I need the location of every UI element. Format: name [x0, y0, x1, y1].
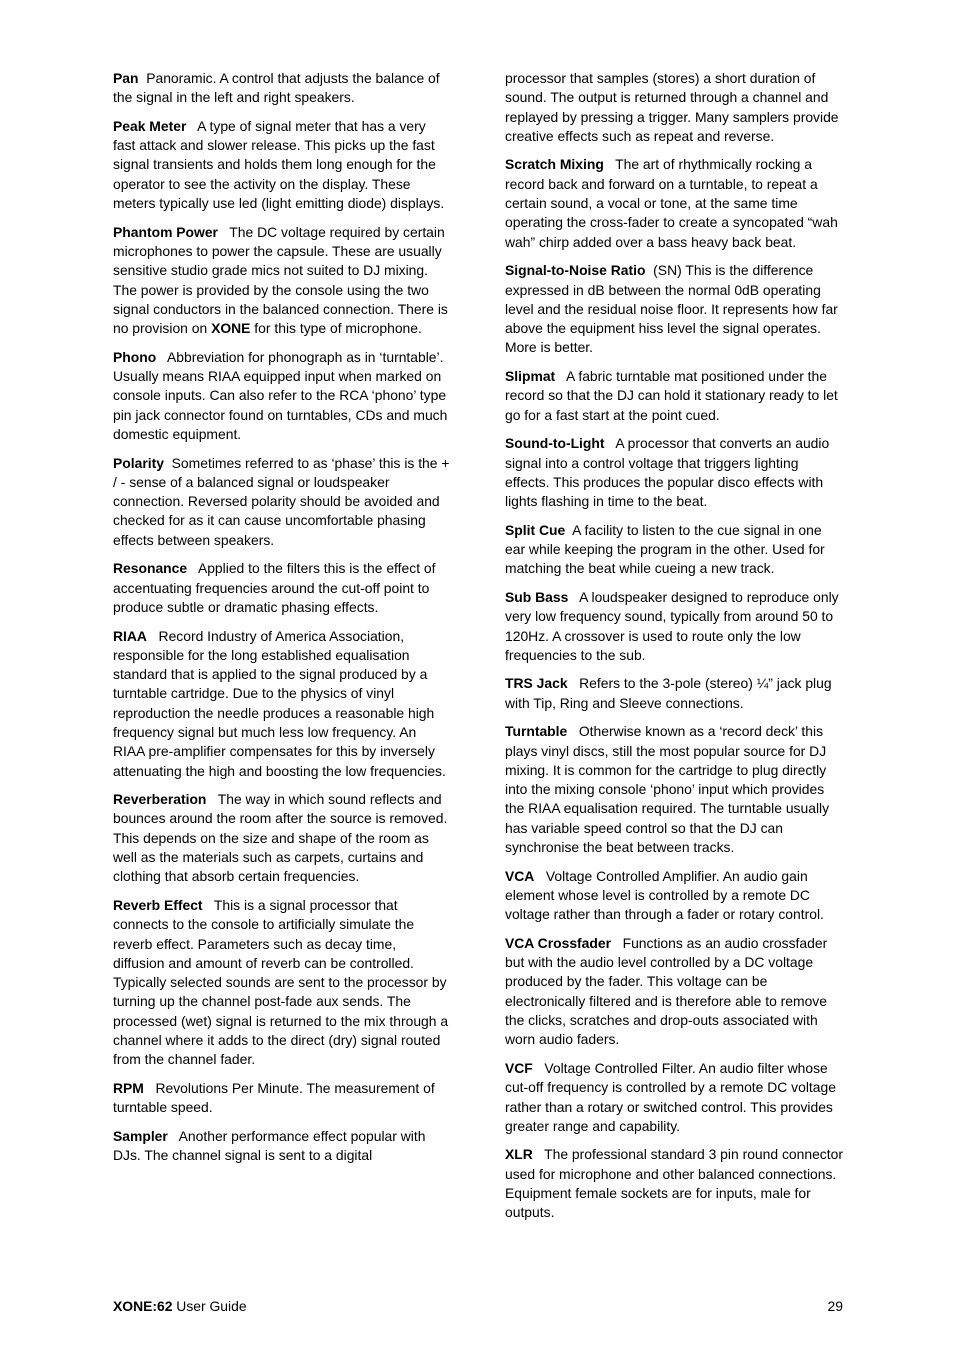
glossary-entry — [113, 454, 450, 550]
glossary-definition: A loudspeaker designed to reproduce only very low frequency sound, typically from around 50 to 120Hz. A crossover is used to route only the low frequencies to the sub. — [505, 588, 839, 663]
glossary-term: VCF — [505, 1059, 533, 1076]
term-separator — [186, 118, 197, 134]
term-separator — [604, 156, 615, 172]
glossary-definition: A processor that converts an audio signal into a control voltage that triggers lighting effects. This produces the popular disco effects with lights flashing in time to the beat. — [505, 435, 830, 510]
glossary-term: Scratch Mixing — [505, 156, 604, 173]
glossary-definition: Another performance effect popular with DJs. The channel signal is sent to a digital — [113, 1127, 426, 1164]
glossary-term: Signal-to-Noise Ratio — [505, 262, 646, 279]
glossary-entry — [505, 1145, 843, 1222]
term-separator — [534, 868, 546, 884]
glossary-term: Polarity — [113, 454, 164, 471]
glossary-term: Sampler — [113, 1127, 168, 1144]
term-separator — [187, 560, 198, 576]
term-separator — [533, 1060, 545, 1076]
glossary-entry — [113, 348, 450, 444]
term-separator — [568, 675, 580, 691]
glossary-entry — [113, 69, 450, 108]
term-separator — [533, 1146, 544, 1162]
glossary-term: Slipmat — [505, 368, 556, 385]
glossary-entry — [505, 434, 843, 511]
glossary-term: Pan — [113, 70, 139, 86]
glossary-term: Phono — [113, 348, 157, 365]
glossary-entry — [505, 1059, 843, 1136]
term-separator — [203, 897, 214, 913]
glossary-entry — [113, 1079, 450, 1118]
glossary-column-right — [505, 69, 843, 1232]
term-separator — [206, 791, 217, 807]
glossary-term: Reverberation — [113, 791, 207, 808]
glossary-definition: This is a signal processor that connects to the console to artificially simulate the reverb effect. Parameters such as decay time, diffusion and amount of reverb can be controlled. Typically selected sounds are sent to the processor by turning up the channel post-fade aux sends. The processed (wet) signal is returned to the mix through a channel where it adds to the direct (dry) signal routed from the channel fader. — [113, 896, 449, 1068]
glossary-definition: The art of rhythmically rocking a record back and forward on a turntable, to repeat a certain sound, a vocal or tone, at the same time operating the cross-fader to create a syncopated “wah wah” chirp added over a bass heavy back beat. — [505, 156, 838, 250]
glossary-term: XLR — [505, 1146, 533, 1163]
glossary-entry — [505, 934, 843, 1050]
glossary-entry — [505, 588, 843, 665]
glossary-term: Split Cue — [505, 521, 566, 538]
glossary-term: Sub Bass — [505, 588, 569, 605]
term-separator — [164, 455, 172, 471]
glossary-entry — [113, 896, 450, 1070]
glossary-term: VCA Crossfader — [505, 934, 612, 951]
glossary-definition: The professional standard 3 pin round connector used for microphone and other balanced connections. Equipment female sockets are for inputs, male for outputs. — [505, 1146, 843, 1221]
term-separator — [567, 723, 579, 739]
glossary-definition: Sometimes referred to as ‘phase’ this is the + / - sense of a balanced signal or loudspeaker connection. Reversed polarity should be avoided and checked for as it can cause uncomfortable phasing effects between speakers. — [113, 454, 450, 548]
term-separator — [156, 349, 167, 365]
glossary-entry — [505, 521, 843, 579]
glossary-definition: Revolutions Per Minute. The measurement of turntable speed. — [113, 1079, 435, 1116]
glossary-entry — [113, 223, 450, 339]
glossary-definition: Applied to the filters this is the effect of accentuating frequencies around the cut-off point to produce subtle or dramatic phasing effects. — [113, 560, 436, 615]
glossary-term: Peak Meter — [113, 117, 187, 134]
glossary-term: Turntable — [505, 723, 568, 740]
glossary-definition: Panoramic. A control that adjusts the balance of the signal in the left and right speakers. — [113, 70, 440, 106]
footer-guide-label: User Guide — [172, 1298, 247, 1314]
glossary-definition: Otherwise known as a ‘record deck’ this plays vinyl discs, still the most popular source for DJ mixing. It is common for the cartridge to plug directly into the mixing console ‘phono’ input which provides the RIAA equalisation required. The turntable usually has variable speed control so that the DJ can synchronise the beat between tracks. — [505, 723, 830, 856]
glossary-definition: Voltage Controlled Filter. An audio filter whose cut-off frequency is controlled by a remote DC voltage rather than a rotary or switched control. This provides greater range and capability. — [505, 1059, 836, 1134]
glossary-definition: A fabric turntable mat positioned under the record so that the DJ can hold it stationary ready to let go for a fast start at the point cued. — [505, 368, 838, 423]
glossary-definition: The way in which sound reflects and bounces around the room after the source is removed. This depends on the size and shape of the room as well as the materials such as carpets, curtains and clothing that absorb certain frequencies. — [113, 791, 448, 885]
glossary-entry — [505, 261, 843, 357]
product-name-inline: XONE — [211, 320, 251, 337]
glossary-definition: The DC voltage required by certain microphones to power the capsule. These are usually sensitive studio grade mics not suited to DJ mixing. The power is provided by the console using the two signal conductors in the balanced connection. There is no provision on — [113, 223, 448, 337]
glossary-definition-end: for this type of microphone. — [250, 320, 422, 337]
glossary-definition: Functions as an audio crossfader but with the audio level controlled by a DC voltage produced by the fader. This voltage can be electronically filtered and is therefore able to remove the clicks, scratches and drop-outs associated with worn audio faders. — [505, 934, 828, 1048]
footer-title — [113, 1297, 247, 1316]
glossary-entry — [113, 559, 450, 617]
term-separator — [568, 589, 579, 605]
glossary-term: TRS Jack — [505, 675, 568, 692]
glossary-entry — [113, 627, 450, 781]
glossary-entry — [505, 867, 843, 925]
term-separator — [147, 628, 159, 644]
glossary-definition: Record Industry of America Association, responsible for the long established equalisation standard that is applied to the signal produced by a turntable cartridge. Due to the physics of vinyl reproduction the needle produces a reasonable high frequency signal but much less low frequency. An RIAA pre-amplifier compensates for this by inversely attenuating the high and boosting the low frequencies. — [113, 627, 446, 779]
glossary-entry — [505, 367, 843, 425]
term-separator — [168, 1128, 179, 1144]
glossary-term: RIAA — [113, 627, 147, 644]
footer-product-name: XONE:62 — [113, 1298, 173, 1314]
glossary-entry — [505, 674, 843, 713]
term-separator — [605, 435, 616, 451]
glossary-column-left — [113, 69, 450, 1175]
term-separator — [611, 935, 623, 951]
glossary-entry — [113, 790, 450, 886]
glossary-entry — [505, 69, 843, 146]
term-separator — [144, 1080, 156, 1096]
term-separator — [555, 368, 566, 384]
glossary-definition: (SN) This is the difference expressed in dB between the normal 0dB operating level and the residual noise floor. It represents how far above the equipment hiss level the signal operates. More is better. — [505, 262, 838, 356]
glossary-term: Resonance — [113, 560, 188, 577]
glossary-entry — [113, 117, 450, 213]
glossary-term: Sound-to-Light — [505, 435, 605, 452]
glossary-definition: processor that samples (stores) a short duration of sound. The output is returned through a channel and replayed by pressing a trigger. Many samplers provide creative effects such as repeat and reverse. — [505, 70, 839, 144]
glossary-definition: A type of signal meter that has a very fast attack and slower release. This picks up the fast signal transients and holds them long enough for the operator to see the activity on the display. These meters typically use led (light emitting diode) displays. — [113, 117, 445, 212]
glossary-entry — [113, 1127, 450, 1166]
glossary-term: Reverb Effect — [113, 896, 203, 913]
term-separator — [645, 262, 653, 278]
glossary-entry — [505, 155, 843, 251]
glossary-definition: Abbreviation for phonograph as in ‘turntable’. Usually means RIAA equipped input when marked on console inputs. Can also refer to the RCA ‘phono’ type pin jack connector found on turntables, CDs and much domestic equipment. — [113, 348, 448, 442]
glossary-definition: Voltage Controlled Amplifier. An audio gain element whose level is controlled by a remote DC voltage rather than through a fader or rotary control. — [505, 867, 824, 923]
term-separator — [218, 224, 229, 240]
page-number: 29 — [827, 1298, 843, 1314]
glossary-definition: Refers to the 3-pole (stereo) ¼” jack plug with Tip, Ring and Sleeve connections. — [505, 675, 832, 711]
glossary-term: VCA — [505, 867, 535, 884]
glossary-entry — [505, 722, 843, 857]
glossary-term: Phantom Power — [113, 223, 218, 240]
glossary-term: RPM — [113, 1079, 144, 1096]
glossary-definition: A facility to listen to the cue signal in one ear while keeping the program in the other. Used for matching the beat while cueing a new track. — [505, 521, 825, 577]
